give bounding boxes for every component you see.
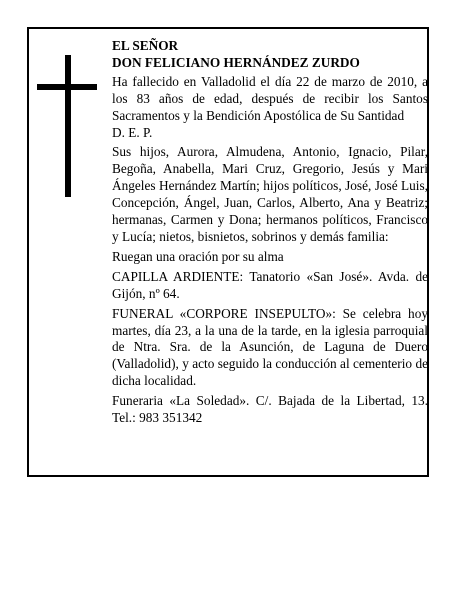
obituary-text [112,38,428,430]
rip-text: D. E. P. [112,124,153,140]
death-paragraph [112,74,428,142]
funeral-info: FUNERAL «CORPORE INSEPULTO»: Se celebra hoy martes, día 23, a la una de la tarde, en la iglesia parroquial de Ntra. Sra. de la Asunción, de Laguna de Duero (Valladolid), y acto seguido la conducción al cementerio de dicha localidad. [112,305,428,389]
cross-icon [65,55,71,197]
deceased-name: DON FELICIANO HERNÁNDEZ ZURDO [112,54,360,70]
chapel-info: CAPILLA ARDIENTE: Tanatorio «San José». Avda. de Gijón, nº 64. [112,268,428,301]
family-paragraph: Sus hijos, Aurora, Almudena, Antonio, Ignacio, Pilar, Begoña, Anabella, Mari Cruz, Gregorio, Jesús y Mari Ángeles Hernández Martín; hijos políticos, José, José Luis, Concepción, Ángel, Juan, Carlos, Alberto, Ana y Beatriz; hermanas, Carmen y Dona; hermanos políticos, Francisco y Lucía; nietos, bisnietos, sobrinos y demás familia: [112,144,428,244]
title-line-1: EL SEÑOR [112,38,179,53]
death-text: Ha fallecido en Valladolid el día 22 de marzo de 2010, a los 83 años de edad, después de recibir los Santos Sacramentos y la Bendición Apostólica de Su Santidad [112,73,428,123]
prayer-line: Ruegan una oración por su alma [112,248,284,264]
funeral-home-info: Funeraria «La Soledad». C/. Bajada de la Libertad, 13. Tel.: 983 351342 [112,393,428,426]
cross-icon-bar [37,84,97,90]
